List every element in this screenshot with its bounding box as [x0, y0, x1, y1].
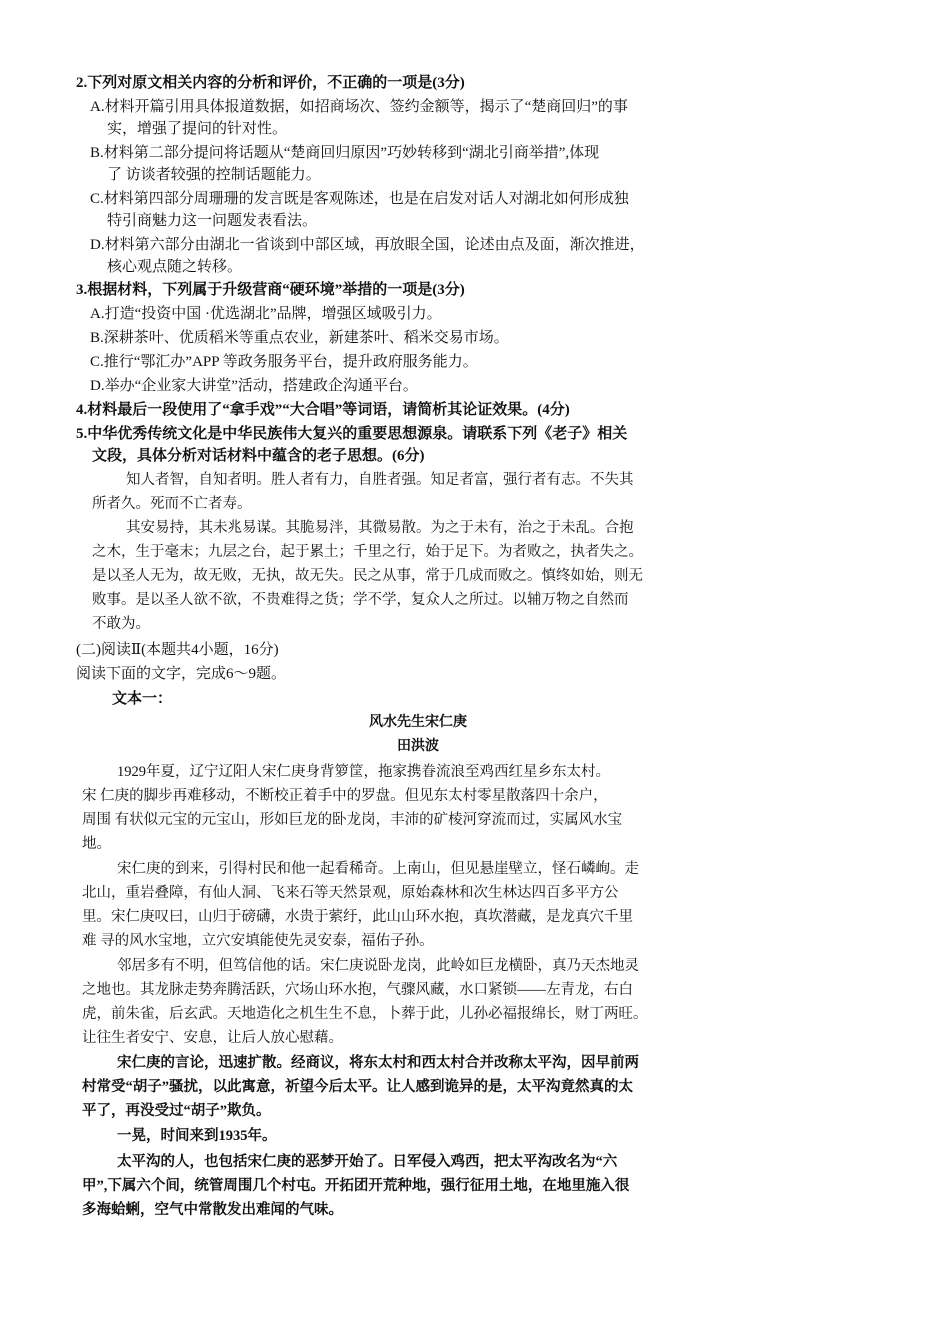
q2-option-c-line2: 特引商魅力这一问题发表看法。: [107, 213, 318, 229]
q2-option-d-line1: D.材料第六部分由湖北一省谈到中部区域，再放眼全国，论述由点及面，渐次推进，: [90, 237, 645, 253]
q3-option-a: A.打造“投资中国 ·优选湖北”品牌，增强区域吸引力。: [90, 306, 442, 322]
para5-line1: 一晃，时间来到1935年。: [117, 1128, 277, 1144]
para1-line4: 地。: [82, 836, 111, 852]
q2-option-c-line1: C.材料第四部分周珊珊的发言既是客观陈述，也是在启发对话人对湖北如何形成独: [90, 191, 629, 207]
q2-option-d-line2: 核心观点随之转移。: [107, 259, 243, 275]
q3-option-d: D.举办“企业家大讲堂”活动，搭建政企沟通平台。: [90, 378, 418, 394]
para1-line1: 1929年夏，辽宁辽阳人宋仁庚身背箩筐，拖家携眷流浪至鸡西红星乡东太村。: [117, 764, 610, 780]
section2-instruction: 阅读下面的文字，完成6～9题。: [76, 666, 287, 682]
text-one-label: 文本一：: [112, 691, 173, 707]
section2-header: (二)阅读Ⅱ(本题共4小题，16分): [76, 642, 279, 658]
q5-quote1-line1: 知人者智，自知者明。胜人者有力，自胜者强。知足者富，强行者有志。不失其: [126, 472, 634, 488]
para2-line1: 宋仁庚的到来，引得村民和他一起看稀奇。上南山，但见悬崖壁立，怪石嶙峋。走: [117, 861, 639, 877]
q5-quote2-line5: 不敢为。: [92, 616, 150, 632]
para6-line1: 太平沟的人，也包括宋仁庚的恶梦开始了。日军侵入鸡西，把太平沟改名为“六: [117, 1154, 618, 1170]
q2-stem: 2.下列对原文相关内容的分析和评价，不正确的一项是(3分): [76, 75, 465, 91]
para1-line2: 宋 仁庚的脚步再难移动，不断校正着手中的罗盘。但见东太村零星散落四十余户，: [82, 788, 608, 804]
para3-line1: 邻居多有不明，但笃信他的话。宋仁庚说卧龙岗，此岭如巨龙横卧，真乃天杰地灵: [117, 958, 639, 974]
q3-option-b: B.深耕茶叶、优质稻米等重点农业，新建茶叶、稻米交易市场。: [90, 330, 509, 346]
q2-option-a-line1: A.材料开篇引用具体报道数据，如招商场次、签约金额等，揭示了“楚商回归”的事: [90, 99, 628, 115]
q3-option-c: C.推行“鄂汇办”APP 等政务服务平台，提升政府服务能力。: [90, 354, 478, 370]
q4-stem: 4.材料最后一段使用了“拿手戏”“大合唱”等词语，请简析其论证效果。(4分): [76, 402, 570, 418]
article-title: 风水先生宋仁庚: [369, 715, 467, 730]
para3-line2: 之地也。其龙脉走势奔腾活跃，穴场山环水抱，气骤风藏，水口紧锁——左青龙，右白: [82, 982, 633, 998]
para3-line3: 虎，前朱雀，后玄武。天地造化之机生生不息，卜葬于此，儿孙必福报绵长，财丁两旺。: [82, 1006, 648, 1022]
q2-option-b-line2: 了 访谈者较强的控制话题能力。: [107, 167, 321, 183]
para6-line3: 多海蛤蜊，空气中常散发出难闻的气味。: [82, 1202, 343, 1218]
q5-quote1-line2: 所者久。死而不亡者寿。: [92, 496, 252, 512]
para1-line3: 周围 有状似元宝的元宝山，形如巨龙的卧龙岗，丰沛的矿棱河穿流而过，实属风水宝: [82, 812, 623, 828]
q5-stem-line1: 5.中华优秀传统文化是中华民族伟大复兴的重要思想源泉。请联系下列《老子》相关: [76, 426, 628, 442]
article-author: 田洪波: [397, 739, 439, 754]
q5-quote2-line4: 败事。是以圣人欲不欲，不贵难得之货；学不学，复众人之所过。以辅万物之自然而: [92, 592, 629, 608]
q5-quote2-line3: 是以圣人无为，故无败，无执，故无失。民之从事，常于几成而败之。慎终如始，则无: [92, 568, 643, 584]
q2-option-b-line1: B.材料第二部分提问将话题从“楚商回归原因”巧妙转移到“湖北引商举措”,体现: [90, 145, 600, 161]
para2-line4: 难 寻的风水宝地，立穴安填能使先灵安泰，福佑子孙。: [82, 933, 434, 949]
q3-stem: 3.根据材料，下列属于升级营商“硬环境”举措的一项是(3分): [76, 282, 465, 298]
para4-line3: 平了，再没受过“胡子”欺负。: [82, 1103, 271, 1119]
para6-line2: 甲”,下属六个间，统管周围几个村屯。开拓团开荒种地，强行征用土地，在地里施入很: [82, 1178, 630, 1194]
q2-option-a-line2: 实，增强了提问的针对性。: [107, 121, 288, 137]
q5-quote2-line2: 之木，生于毫末；九层之台，起于累土；千里之行，始于足下。为者败之，执者失之。: [92, 544, 643, 560]
para2-line2: 北山，重岩叠障，有仙人洞、飞来石等天然景观，原始森林和次生林达四百多平方公: [82, 885, 619, 901]
q5-stem-line2: 文段，具体分析对话材料中蕴含的老子思想。(6分): [92, 448, 425, 464]
para4-line2: 村常受“胡子”骚扰，以此寓意，祈望今后太平。让人感到诡异的是，太平沟竟然真的太: [82, 1079, 633, 1095]
para4-line1: 宋仁庚的言论，迅速扩散。经商议，将东太村和西太村合并改称太平沟，因早前两: [117, 1055, 639, 1071]
para2-line3: 里。宋仁庚叹曰，山归于磅礴，水贵于萦纡，此山山环水抱，真坎潜藏，是龙真穴千里: [82, 909, 633, 925]
para3-line4: 让往生者安宁、安息，让后人放心慰藉。: [82, 1030, 343, 1046]
q5-quote2-line1: 其安易持，其未兆易谋。其脆易泮，其微易散。为之于未有，治之于未乱。合抱: [126, 520, 634, 536]
